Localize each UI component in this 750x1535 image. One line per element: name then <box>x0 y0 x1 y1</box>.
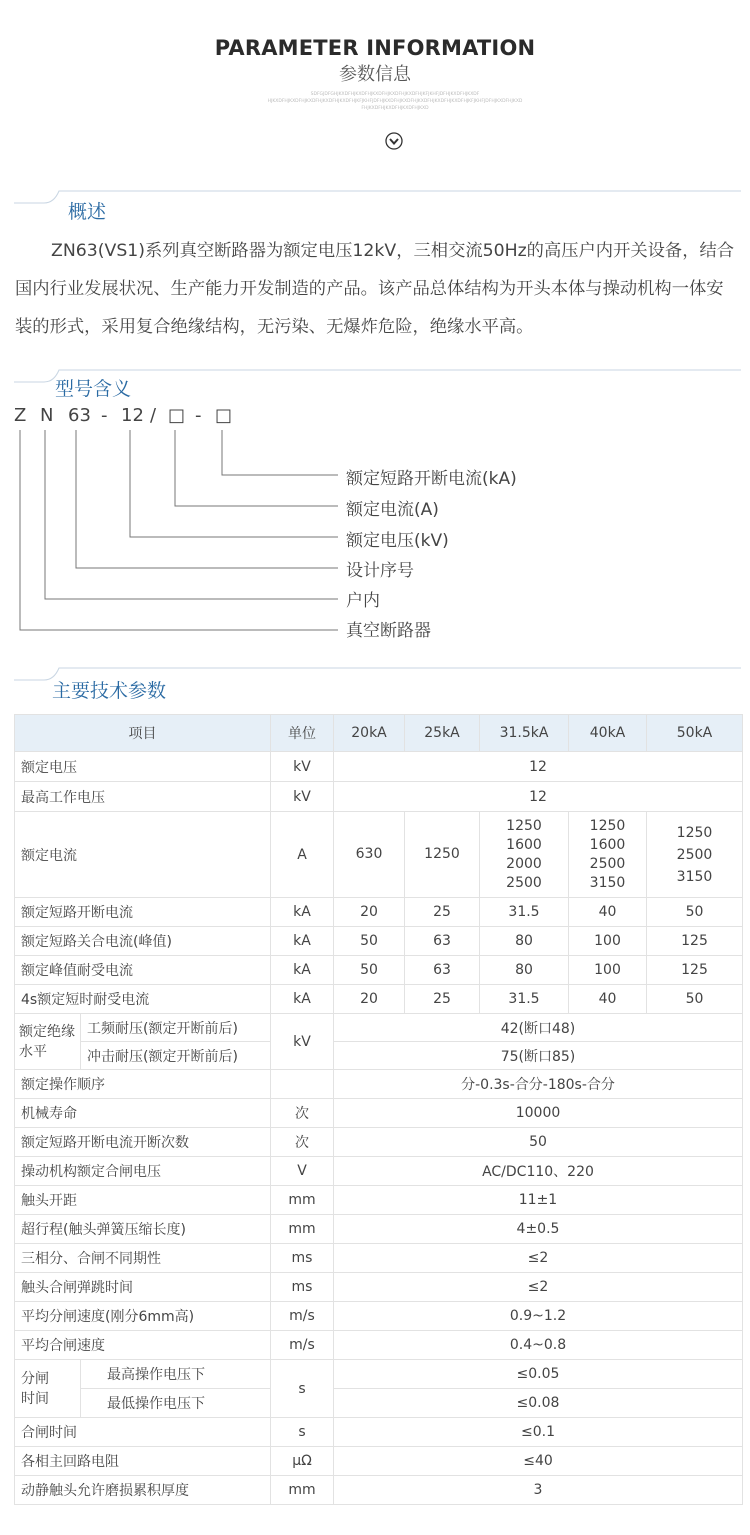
row-subname: 最高操作电压下 <box>81 1360 271 1389</box>
model-label-rated-current: 额定电流(A) <box>346 500 439 520</box>
row-value: 12 <box>334 782 743 812</box>
model-code-current: □ <box>168 405 186 426</box>
table-row <box>15 1186 743 1215</box>
row-unit: s <box>271 1418 334 1447</box>
model-label-design-number: 设计序号 <box>346 561 414 581</box>
model-code-slash: / <box>150 405 157 426</box>
row-name: 各相主回路电阻 <box>15 1447 271 1476</box>
row-unit: μΩ <box>271 1447 334 1476</box>
table-row <box>15 1418 743 1447</box>
row-name: 触头开距 <box>15 1186 271 1215</box>
table-row <box>15 782 743 812</box>
header-decor-text: FHJKXDFHJKXDFHJKXDFHJKXD <box>361 106 429 111</box>
model-code-breaking: □ <box>215 405 233 426</box>
header-title-cn: 参数信息 <box>339 64 411 85</box>
model-code-dash: - <box>195 405 202 426</box>
table-row <box>15 1273 743 1302</box>
row-unit: s <box>271 1360 334 1418</box>
row-value: 50 <box>647 985 743 1014</box>
row-value: 12 <box>334 752 743 782</box>
row-value: ≤0.08 <box>334 1389 743 1418</box>
model-code-n: N <box>40 405 54 426</box>
row-unit: kA <box>271 985 334 1014</box>
header-title-en: PARAMETER INFORMATION <box>214 36 536 60</box>
row-name: 三相分、合闸不同期性 <box>15 1244 271 1273</box>
model-label-indoor: 户内 <box>346 591 380 611</box>
row-value: 50 <box>334 927 405 956</box>
table-row <box>15 1389 743 1418</box>
table-row <box>15 1447 743 1476</box>
row-value: 3 <box>334 1476 743 1505</box>
model-label-vacuum-breaker: 真空断路器 <box>346 621 431 641</box>
model-label-breaking-current: 额定短路开断电流(kA) <box>346 469 517 489</box>
row-value: ≤0.05 <box>334 1360 743 1389</box>
row-value: 50 <box>647 898 743 927</box>
table-row <box>15 1302 743 1331</box>
table-row <box>15 1244 743 1273</box>
row-value: 1250 <box>405 812 480 898</box>
table-row <box>15 812 743 898</box>
table-row <box>15 1070 743 1099</box>
table-row <box>15 1476 743 1505</box>
row-name: 操动机构额定合闸电压 <box>15 1157 271 1186</box>
row-unit: V <box>271 1157 334 1186</box>
row-name: 额定绝缘水平 <box>15 1014 81 1070</box>
row-name: 额定短路开断电流开断次数 <box>15 1128 271 1157</box>
row-unit: m/s <box>271 1331 334 1360</box>
header-20ka: 20kA <box>334 715 405 752</box>
table-row <box>15 927 743 956</box>
header-decor-text: HJKXDFHJKXDFHJKXDFHJKXDFHJKXDFHJKFJKHFJDFHJKXDFHJKXDFHJKXDFHJKXDFHJKXDFHJKFJKHFJDFHJKXDFHJKXD <box>267 99 523 104</box>
row-name: 超行程(触头弹簧压缩长度) <box>15 1215 271 1244</box>
model-code-voltage: 12 <box>121 405 144 426</box>
row-value: 31.5 <box>480 898 569 927</box>
row-unit: kV <box>271 782 334 812</box>
overview-text: ZN63(VS1)系列真空断路器为额定电压12kV，三相交流50Hz的高压户内开关设备，结合国内行业发展状况、生产能力开发制造的产品。该产品总体结构为开头本体与操动机构一体安装的形式，采用复合绝缘结构，无污染、无爆炸危险，绝缘水平高。 <box>15 241 735 337</box>
row-unit: ms <box>271 1244 334 1273</box>
row-value: 63 <box>405 956 480 985</box>
row-value: 80 <box>480 927 569 956</box>
row-value: 25 <box>405 985 480 1014</box>
row-unit: mm <box>271 1186 334 1215</box>
row-value: 1250 2500 3150 <box>647 812 743 898</box>
row-value: 11±1 <box>334 1186 743 1215</box>
row-name: 平均分闸速度(刚分6mm高) <box>15 1302 271 1331</box>
row-unit: kA <box>271 927 334 956</box>
table-row <box>15 1360 743 1389</box>
row-value: 0.4~0.8 <box>334 1331 743 1360</box>
chevron-down-circle-icon <box>385 132 403 150</box>
row-value: 630 <box>334 812 405 898</box>
header-50ka: 50kA <box>647 715 743 752</box>
row-unit: m/s <box>271 1302 334 1331</box>
row-value: 75(断口85) <box>334 1042 743 1070</box>
header-40ka: 40kA <box>569 715 647 752</box>
row-name: 动静触头允许磨损累积厚度 <box>15 1476 271 1505</box>
row-name: 最高工作电压 <box>15 782 271 812</box>
table-row <box>15 1042 743 1070</box>
table-header-row <box>15 715 743 752</box>
row-value: 25 <box>405 898 480 927</box>
row-value: 100 <box>569 927 647 956</box>
model-bracket-lines <box>0 430 340 635</box>
row-value: 31.5 <box>480 985 569 1014</box>
row-value: 40 <box>569 898 647 927</box>
row-value: ≤2 <box>334 1273 743 1302</box>
row-value: 63 <box>405 927 480 956</box>
row-name: 合闸时间 <box>15 1418 271 1447</box>
specs-table <box>14 714 743 1505</box>
row-value: 50 <box>334 1128 743 1157</box>
row-name: 4s额定短时耐受电流 <box>15 985 271 1014</box>
row-value: ≤0.1 <box>334 1418 743 1447</box>
section-divider <box>14 186 742 206</box>
row-unit: mm <box>271 1215 334 1244</box>
row-value: 10000 <box>334 1099 743 1128</box>
model-code-z: Z <box>14 405 27 426</box>
table-row <box>15 1215 743 1244</box>
model-title: 型号含义 <box>55 378 132 400</box>
model-code-design: 63 <box>68 405 91 426</box>
row-subname: 最低操作电压下 <box>81 1389 271 1418</box>
row-subname: 工频耐压(额定开断前后) <box>81 1014 271 1042</box>
row-value: 20 <box>334 985 405 1014</box>
row-value: 125 <box>647 927 743 956</box>
row-value: 50 <box>334 956 405 985</box>
overview-title: 概述 <box>68 201 107 223</box>
model-code-dash: - <box>101 405 108 426</box>
row-unit: 次 <box>271 1099 334 1128</box>
row-name: 额定电流 <box>15 812 271 898</box>
table-row <box>15 1014 743 1042</box>
row-name: 机械寿命 <box>15 1099 271 1128</box>
row-value: 1250 1600 2500 3150 <box>569 812 647 898</box>
table-row <box>15 898 743 927</box>
row-value: 1250 1600 2000 2500 <box>480 812 569 898</box>
row-value: 20 <box>334 898 405 927</box>
row-value: ≤2 <box>334 1244 743 1273</box>
table-row <box>15 1157 743 1186</box>
row-value: 42(断口48) <box>334 1014 743 1042</box>
row-unit <box>271 1070 334 1099</box>
row-value: 125 <box>647 956 743 985</box>
row-unit: kA <box>271 956 334 985</box>
row-name: 分闸时间 <box>15 1360 81 1418</box>
row-name: 额定短路关合电流(峰值) <box>15 927 271 956</box>
row-name: 额定短路开断电流 <box>15 898 271 927</box>
row-unit: kV <box>271 752 334 782</box>
row-name: 触头合闸弹跳时间 <box>15 1273 271 1302</box>
row-name: 额定操作顺序 <box>15 1070 271 1099</box>
row-subname: 冲击耐压(额定开断前后) <box>81 1042 271 1070</box>
header-25ka: 25kA <box>405 715 480 752</box>
header-unit: 单位 <box>271 715 334 752</box>
header-item: 项目 <box>15 715 271 752</box>
row-unit: kV <box>271 1014 334 1070</box>
row-value: 4±0.5 <box>334 1215 743 1244</box>
row-value: 分-0.3s-合分-180s-合分 <box>334 1070 743 1099</box>
row-value: AC/DC110、220 <box>334 1157 743 1186</box>
row-unit: 次 <box>271 1128 334 1157</box>
row-unit: kA <box>271 898 334 927</box>
row-value: 100 <box>569 956 647 985</box>
row-unit: A <box>271 812 334 898</box>
header-decor-text: SDFGJDFGHJKXDFHJKXDFHJKXDFHJKXDFHJKXDFHJKFJKHFJDFHJKXDFHJKXDF <box>310 92 480 97</box>
header-31-5ka: 31.5kA <box>480 715 569 752</box>
row-name: 平均合闸速度 <box>15 1331 271 1360</box>
row-name: 额定电压 <box>15 752 271 782</box>
specs-title: 主要技术参数 <box>52 680 167 702</box>
table-row <box>15 752 743 782</box>
row-value: 80 <box>480 956 569 985</box>
model-label-rated-voltage: 额定电压(kV) <box>346 531 449 551</box>
table-row <box>15 985 743 1014</box>
row-value: 0.9~1.2 <box>334 1302 743 1331</box>
row-unit: mm <box>271 1476 334 1505</box>
row-name: 额定峰值耐受电流 <box>15 956 271 985</box>
row-value: 40 <box>569 985 647 1014</box>
row-unit: ms <box>271 1273 334 1302</box>
row-value: ≤40 <box>334 1447 743 1476</box>
table-row <box>15 956 743 985</box>
table-row <box>15 1099 743 1128</box>
table-row <box>15 1128 743 1157</box>
table-row <box>15 1331 743 1360</box>
